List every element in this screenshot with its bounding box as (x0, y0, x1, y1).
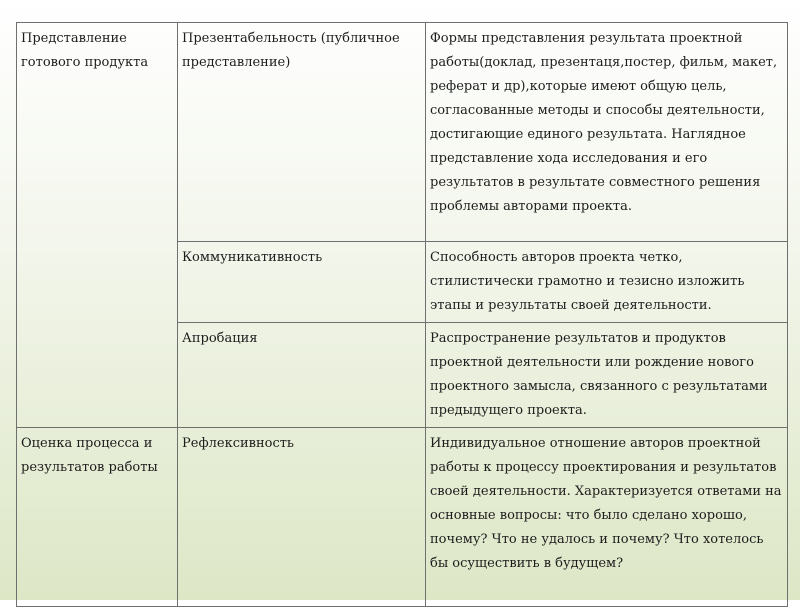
criterion-cell (17, 428, 178, 607)
criteria-table (16, 22, 788, 607)
indicator-text: Презентабельность (публичное представление) (182, 31, 400, 70)
description-text: Формы представления результата проектной работы(доклад, презентаця,постер, фильм, макет, реферат и др),которые имеют общую цель, согласованные методы и способы деятельности, достигающие единого результата. Наглядное представление хода исследования и его результатов в результате совместного решения проблемы авторами проекта. (430, 31, 778, 214)
indicator-text: Апробация (182, 331, 258, 346)
table-row (17, 23, 788, 242)
indicator-cell (178, 323, 426, 428)
description-cell (426, 242, 788, 323)
indicator-cell (178, 23, 426, 242)
indicator-text: Рефлексивность (182, 436, 294, 451)
description-text: Распространение результатов и продуктов проектной деятельности или рождение нового проектного замысла, связанного с результатами предыдущего проекта. (430, 331, 768, 418)
indicator-text: Коммуникативность (182, 250, 323, 265)
description-cell (426, 428, 788, 607)
description-cell (426, 323, 788, 428)
description-text: Индивидуальное отношение авторов проектной работы к процессу проектирования и результатов своей деятельности. Характеризуется ответами на основные вопросы: что было сделано хорошо, почему? Что не удалось и почему? Что хотелось бы осуществить в будущем? (430, 436, 782, 571)
description-text: Способность авторов проекта четко, стилистически грамотно и тезисно изложить этапы и результаты своей деятельности. (430, 250, 745, 313)
table-row (17, 428, 788, 607)
description-cell (426, 23, 788, 242)
criterion-text: Оценка процесса и результатов работы (21, 436, 158, 475)
criterion-text: Представление готового продукта (21, 31, 149, 70)
indicator-cell (178, 242, 426, 323)
criterion-cell (17, 23, 178, 428)
indicator-cell (178, 428, 426, 607)
